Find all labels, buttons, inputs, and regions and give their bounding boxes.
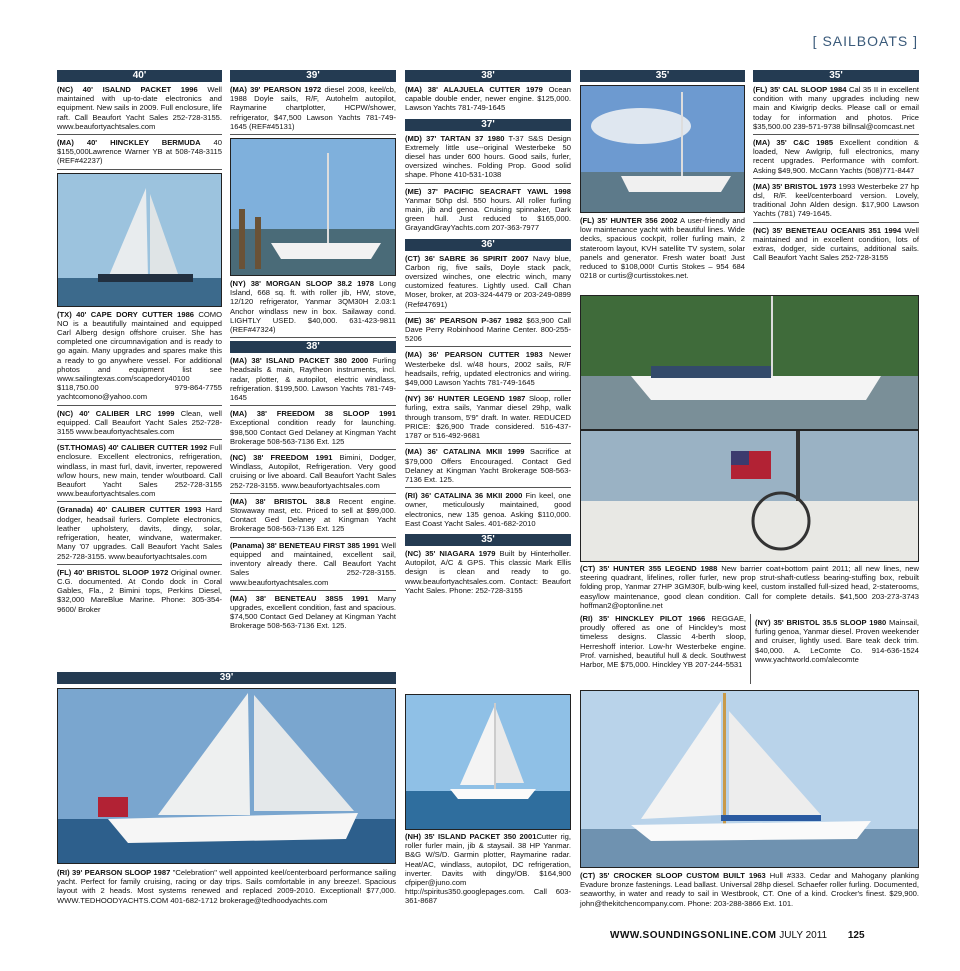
size-header-38b: 38': [405, 70, 571, 82]
listing-hunter-355-legend: (CT) 35' HUNTER 355 LEGEND 1988 New barrier coat+bottom paint 2011; all new lines, new steering quadrant, lifelines, roller furler, new prop strut-shaft-cutless bearing-stuffing box, rebuilt folding prop, Yanmar 27HP 3GM30F, bulb-wing keel, custom installed full-sized head, 2-staterooms, easy/low maintenance, good clean condition. Call for complete details. $41,500 203-273-3743 hoffman2@optonline.net: [580, 564, 920, 610]
boat-photo-morgan: [230, 138, 396, 276]
listing: (MD) 37' TARTAN 37 1980 T-37 S&S Design Extremely little use--original Westerbeke 50 diesel has under 600 hours. Good sails, furler, oversized winches. Folding Prop. Good solid shape. Phone 410-531-1038: [405, 134, 571, 184]
listing: (MA) 35' C&C 1985 Excellent condition & loaded, New Awlgrip, full electronics, many recent upgrades. Performance with comfort. Asking $49,900. McCann Yachts (508)771-8447: [753, 138, 919, 179]
listing: (ME) 37' PACIFIC SEACRAFT YAWL 1998 Yanmar 50hp dsl. 550 hours. All roller furling main, jib and genoa. Cruising spinnaker, Dark green hull. Just reduced to $165,000. GrayandGrayYachts.com 207-363-7977: [405, 186, 571, 233]
listing: (MA) 36' PEARSON CUTTER 1983 Newer Westerbeke dsl. w/48 hours, 2002 sails, R/F headsails, refrig, updated electronics and wiring. $49,000 Lawson Yachts 781-749-1645: [405, 350, 571, 391]
page-footer: [610, 930, 930, 941]
listing: (MA) 35' BRISTOL 1973 1993 Westerbeke 27 hp dsl, R/F. keel/centerboard version. Lovely, traditional John Alden design. $17,900 Lawson Yachts (781) 749-1645.: [753, 182, 919, 223]
listing: (ST.THOMAS) 40' CALIBER CUTTER 1992 Full enclosure. Excellent electronics, refrigeration, windlass, in mast furl, davit, inverter, repowered w/low hours, new main, tender w/outboard. Call Beaufort Yacht Sales 252-728-3155 www.beaufortyachtsales.com: [57, 443, 222, 502]
listing: (NC) 40' CALIBER LRC 1999 Clean, well equipped. Call Beaufort Yacht Sales 252-728-3155 www.beaufortyachtsales.com: [57, 409, 222, 441]
listing: (MA) 38' FREEDOM 38 SLOOP 1991 Exceptional condition ready for launching. $98,500 Contact Ged Delaney at Kingman Yacht Brokerage 508-563-7136 Ext. 125: [230, 409, 396, 450]
listing: (NC) 40' ISALND PACKET 1996 Well maintained with up-to-date electronics and equipment. New sails in 2009. Full enclosure, life raft. Call Beaufort Yacht Sales 252-728-3155. www.beaufortyachtsales.com: [57, 85, 222, 135]
size-header-35a: 35': [405, 534, 571, 546]
listing: (NC) 38' FREEDOM 1991 Bimini, Dodger, Windlass, Autopilot, Refrigeration. Very good cruising or live aboard. Call Beaufort Yacht Sales 252-728-3155. www.beaufortyachtsales.com: [230, 453, 396, 494]
listing-hinckley-pilot: (RI) 35' HINCKLEY PILOT 1966 REGGAE, proudly offered as one of Hinckley's most timeless designs. Classic 4-berth sloop, Herreshoff interior. Low-hr Westerbeke engine. Prof. varnished, beautiful hull & deck. Southwest Harbor, ME $75,000. Hinckley YB 207-244-5531: [580, 614, 746, 670]
listing: (MA) 38' BRISTOL 38.8 Recent engine. Stowaway mast, etc. Priced to sell at $99,000. Contact Ged Delaney at Kingman Yacht Brokerage 508-563-7136 Ext. 125: [230, 497, 396, 538]
listing: (TX) 40' CAPE DORY CUTTER 1986 COMO NO is a beautifully maintained and equipped Carl Alberg design offshore cruiser. She has completed one circumnavigation and is ready to go again. Many upgrades and spares make this a ready to go anywhere vessel. For additional photos and equipment list see www.sailingtexas.com/scapedory40100 $118,750.00 979-864-7755 yachtcomono@yahoo.com: [57, 310, 222, 406]
listing: (MA) 39' PEARSON 1972 diesel 2008, keel/cb, 1988 Doyle sails, R/F, Autohelm autopilot, Raymarine chartplotter, HCPW/shower, refrigerator, $47,500 Lawson Yachts 781-749-1645 (REF#45131): [230, 85, 396, 135]
column-35ft-b: [753, 70, 919, 268]
column-39-38ft: [230, 70, 396, 637]
boat-photo-pearson-39: [57, 688, 396, 864]
footer-site[interactable]: WWW.SOUNDINGSONLINE.COM: [610, 930, 777, 941]
boat-photo-cape-dory: [57, 173, 222, 307]
size-header-35b: 35': [580, 70, 745, 82]
section-title: [ SAILBOATS ]: [812, 33, 918, 49]
listing: (NC) 35' NIAGARA 1979 Built by Hinterholler. Autopilot, A/C & GPS. This classic Mark Ellis design is clean and ready to go. www.beaufortyachtsales.com. Contact: Beaufort Yacht Sales. Phone: 252-728-3155: [405, 548, 571, 595]
listing-pearson-39: (RI) 39' PEARSON SLOOP 1987 "Celebration" well appointed keel/centerboard performance sailing yacht. Perfect for family cruising, racing or day trips. Sails comfortable in any breeze!. Spacious layout with 2 heads. Most systems renewed and replaced 2009-2010. Exceptional! $77,000. WWW.TEDHOODYACHTS.COM 401-682-1712 brokerage@tedhoodyachts.com: [57, 868, 397, 905]
listing: (MA) 38' ISLAND PACKET 380 2000 Furling headsails & main, Raytheon instruments, incl. radar, plotter, & autopilot, electric windlass, refrigeration. $199,500. Lawson Yachts 781-749-1645: [230, 356, 396, 406]
listing: (MA) 38' ALAJUELA CUTTER 1979 Ocean capable double ender, newer engine. $125,000. Lawson Yachts 781-749-1645: [405, 85, 572, 113]
size-header-40: 40': [57, 70, 222, 82]
size-header-37: 37': [405, 119, 571, 131]
size-header-39-wide: 39': [57, 672, 396, 684]
column-35ft-a: [580, 70, 745, 286]
listing: (FL) 40' BRISTOL SLOOP 1972 Original owner. C.G. documented. At Condo dock in Coral Gables, Fla., 2 Bimini tops, Perkins Diesel, $32,000 MareBlue Marine. Phone: 305-354-9600/ Broker: [57, 567, 222, 614]
boat-photo-hunter-355-exterior: [580, 295, 919, 430]
column-40ft: [57, 70, 222, 620]
listing: (MA) 36' CATALINA MKII 1999 Sacrifice at $79,000 Offers Encouraged. Contact Ged Delaney at Kingman Yacht Brokerage 508-563-7136 Ext. 125.: [405, 447, 571, 488]
listing: (NY) 36' HUNTER LEGEND 1987 Sloop, roller furling, extra sails, Yanmar diesel 29hp, walk through transom, 5'9" draft. In water. REDUCED PRICE: $26,900 Trade considered. 516-437-1787 or 516-492-9681: [405, 394, 571, 444]
size-header-38: 38': [230, 341, 396, 353]
footer-issue: JULY 2011: [779, 930, 828, 941]
listing-bristol-35-5: (NY) 35' BRISTOL 35.5 SLOOP 1980 Mainsail, furling genoa, Yanmar diesel. Proven weekender and cruiser, lightly used. Bare teak deck trim. $40,000. A. LeComte Co. 914-636-1524 www.yachtworld.com/alecomte: [755, 618, 920, 664]
listing: (RI) 36' CATALINA 36 MKII 2000 Fin keel, one owner, meticulously maintained, good electronics, new 135 genoa. Asking $110,000. East Coast Yacht Sales. 401-682-2010: [405, 491, 572, 528]
column-38-35ft: [405, 70, 571, 601]
listing-island-packet-350: (NH) 35' ISLAND PACKET 350 2001Cutter rig, roller furler main, jib & staysail. 38 HP Yanmar. B&G W/S/D. Garmin plotter, Raymarine radar. Heat/AC, windlass, autopilot, DC refrigeration, inverter. Davits with dingy/OB. $164,900 cfpiper@juno.com http://spiritus350.googlepages.com. Call 603-361-8687: [405, 832, 571, 906]
footer-page-number: 125: [847, 930, 865, 941]
boat-photo-hunter-355-cockpit: [580, 430, 919, 562]
boat-photo-hunter-356: [580, 85, 745, 213]
listing: (Panama) 38' BENETEAU FIRST 385 1991 Well equipped and maintained, excellent sail, inventory already there. Call Beaufort Yacht Sales 252-728-3155. www.beaufortyachtsales.com: [230, 541, 396, 591]
size-header-35c: 35': [753, 70, 919, 82]
listing: (CT) 36' SABRE 36 SPIRIT 2007 Navy blue, Carbon rig, five sails, Doyle stack pack, oversized winches, one electric winch, many customized features. Lightly used. Call Chan Moser, broker, at 203-324-4479 or 203-249-0899 (Ref#47691): [405, 254, 571, 313]
boat-photo-island-packet: [405, 694, 571, 830]
boat-photo-crocker: [580, 690, 919, 868]
size-header-39: 39': [230, 70, 396, 82]
listing: (Granada) 40' CALIBER CUTTER 1993 Hard dodger, headsail furlers. Complete electronics, leather upholstery, davits, dingy, solar, refrigeration, heater, windvane, watermaker. Many '07 upgrades. Call Beaufort Yacht Sales 252-728-3155. www.beaufortyachtsales.com: [57, 505, 222, 564]
listing: (ME) 36' PEARSON P-367 1982 $63,900 Call Dave Perry Robinhood Marine Center. 800-255-5206: [405, 316, 571, 348]
listing: (FL) 35' HUNTER 356 2002 A user-friendly and low maintenance yacht with beautiful lines. Wide decks, spacious cockpit, roller furling main, 2 stateroom layout, KVH satellite TV system, solar panels and generator. Fresh water boat! Just reduced to $108,000! Curtis Stokes – 954 684 0218 or curtis@curtisstokes.net.: [580, 216, 745, 281]
listing: (NY) 38' MORGAN SLOOP 38.2 1978 Long Island, 668 sq. ft. with roller jib, HW, stove, 12/120 refrigerator, Yanmar 3QM30H 2.03:1 Anchor windlass new in box. Sailaway cond. LIGHTLY USED. $40,000. 631-423-9811 (REF#47324): [230, 279, 396, 338]
listing: (MA) 38' BENETEAU 38S5 1991 Many upgrades, excellent condition, fast and spacious. $74,500 Contact Ged Delaney at Kingman Yacht Brokerage 508-563-7136 Ext. 125.: [230, 593, 396, 631]
listing-crocker-sloop: (CT) 35' CROCKER SLOOP CUSTOM BUILT 1963 Hull #333. Cedar and Mahogany planking Evadure bronze fastenings. Lead ballast. Universal 28hp diesel. Schaefer roller furling. Documented, seaworthy, in water and ready to sail in Westbrook, CT. One of a kind. Crocker's finest. $29,900. john@thekitchencompany.com. Phone: 203-288-3866 Ext. 101.: [580, 871, 919, 908]
column-divider: [750, 614, 751, 684]
listing: (MA) 40' HINCKLEY BERMUDA 40 $155,000Lawrence Warner YB at 508-748-3115 (REF#42237): [57, 138, 222, 170]
listing: (NC) 35' BENETEAU OCEANIS 351 1994 Well maintained and in excellent condition, lots of extras, dodger, side curtains, additional sails. Call Beaufort Yacht Sales 252-728-3155: [753, 225, 919, 263]
size-header-36: 36': [405, 239, 571, 251]
listing: (FL) 35' CAL SLOOP 1984 Cal 35 II in excellent condition with many upgrades including new main and Kiwigrip decks. Please call or email today for information and photos. Price $35,500.00 239-571-9738 billnsal@comcast.net: [753, 85, 919, 135]
